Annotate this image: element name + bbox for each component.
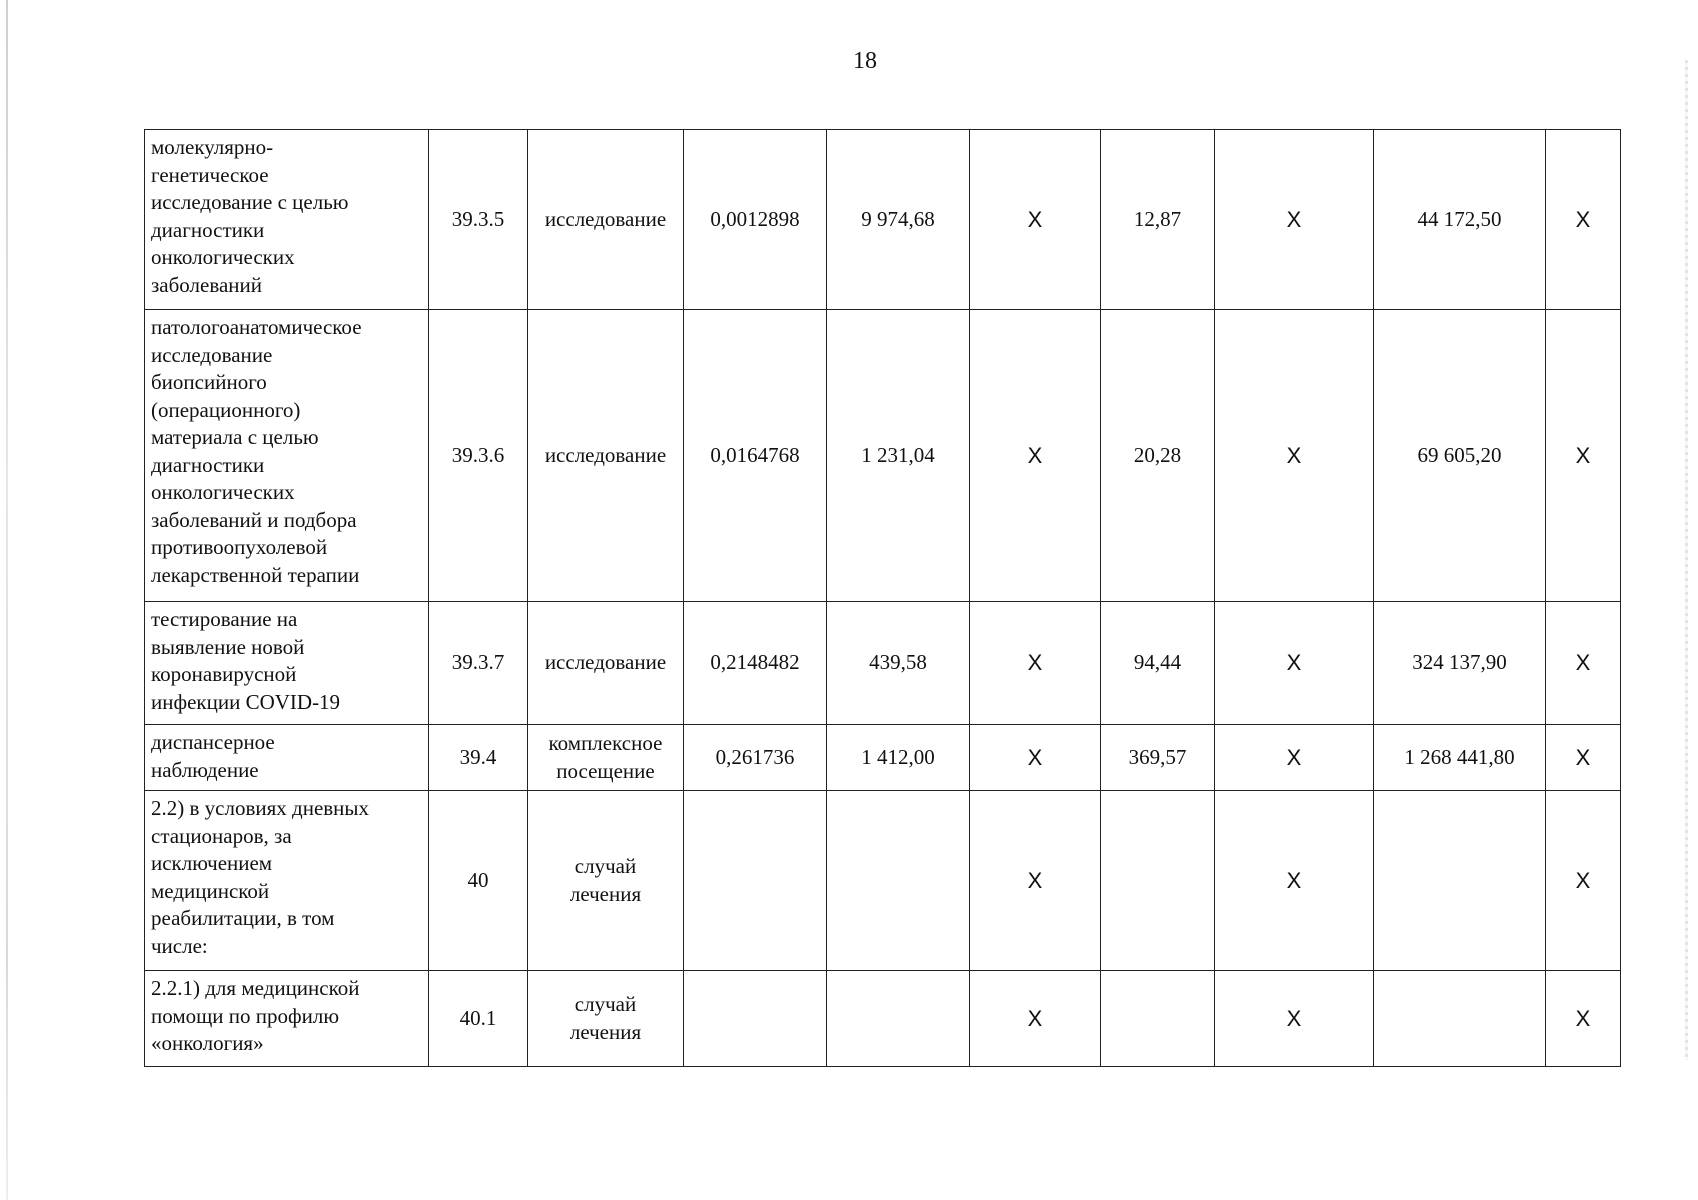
row-value-cell <box>1101 971 1215 1067</box>
row-code-cell: 39.3.7 <box>429 602 528 725</box>
row-x-mark-cell: Х <box>970 310 1101 602</box>
row-name-cell: патологоанатомическое исследование биопсийного (операционного) материала с целью диагностики онкологических заболеваний и подбора противоопухолевой лекарственной терапии <box>145 310 429 602</box>
table-row <box>145 602 1621 725</box>
row-value-cell <box>1101 791 1215 971</box>
row-x-mark-cell: Х <box>1546 602 1621 725</box>
row-unit-cell: комплексное посещение <box>528 725 684 791</box>
row-norm-cell <box>684 971 827 1067</box>
row-amount-cell: 324 137,90 <box>1374 602 1546 725</box>
row-unit-cell: исследование <box>528 130 684 310</box>
row-x-mark-cell: Х <box>970 602 1101 725</box>
row-amount-cell: 1 268 441,80 <box>1374 725 1546 791</box>
row-unit-cell: исследование <box>528 310 684 602</box>
row-x-mark-cell: Х <box>1215 130 1374 310</box>
table-row <box>145 725 1621 791</box>
row-x-mark-cell: Х <box>970 971 1101 1067</box>
row-x-mark-cell: Х <box>970 725 1101 791</box>
table-row <box>145 791 1621 971</box>
row-code-cell: 40.1 <box>429 971 528 1067</box>
row-code-cell: 39.3.6 <box>429 310 528 602</box>
row-code-cell: 39.3.5 <box>429 130 528 310</box>
row-name-cell: 2.2.1) для медицинской помощи по профилю «онкология» <box>145 971 429 1067</box>
table-row <box>145 310 1621 602</box>
row-norm-cell: 0,0012898 <box>684 130 827 310</box>
row-amount-cell: 44 172,50 <box>1374 130 1546 310</box>
row-norm-cell: 0,261736 <box>684 725 827 791</box>
row-x-mark-cell: Х <box>1546 725 1621 791</box>
norms-table <box>144 129 1621 1067</box>
row-code-cell: 39.4 <box>429 725 528 791</box>
row-value-cell: 12,87 <box>1101 130 1215 310</box>
scan-edge-left <box>6 0 8 1200</box>
row-x-mark-cell: Х <box>1546 791 1621 971</box>
row-name-cell: молекулярно- генетическое исследование с целью диагностики онкологических заболеваний <box>145 130 429 310</box>
row-unit-cell: случай лечения <box>528 791 684 971</box>
row-x-mark-cell: Х <box>1546 971 1621 1067</box>
row-x-mark-cell: Х <box>1546 130 1621 310</box>
row-x-mark-cell: Х <box>1215 971 1374 1067</box>
row-value-cell: 94,44 <box>1101 602 1215 725</box>
page-number: 18 <box>853 48 877 74</box>
row-x-mark-cell: Х <box>1215 310 1374 602</box>
table-body <box>145 130 1621 1067</box>
row-x-mark-cell: Х <box>970 130 1101 310</box>
row-name-cell: тестирование на выявление новой коронавирусной инфекции COVID-19 <box>145 602 429 725</box>
row-cost-cell: 9 974,68 <box>827 130 970 310</box>
row-unit-cell: случай лечения <box>528 971 684 1067</box>
row-name-cell: диспансерное наблюдение <box>145 725 429 791</box>
row-x-mark-cell: Х <box>1215 602 1374 725</box>
row-value-cell: 20,28 <box>1101 310 1215 602</box>
row-cost-cell: 1 231,04 <box>827 310 970 602</box>
row-amount-cell <box>1374 971 1546 1067</box>
row-x-mark-cell: Х <box>1546 310 1621 602</box>
row-value-cell: 369,57 <box>1101 725 1215 791</box>
row-name-cell: 2.2) в условиях дневных стационаров, за исключением медицинской реабилитации, в том числе: <box>145 791 429 971</box>
row-amount-cell: 69 605,20 <box>1374 310 1546 602</box>
row-norm-cell <box>684 791 827 971</box>
row-x-mark-cell: Х <box>970 791 1101 971</box>
row-cost-cell: 439,58 <box>827 602 970 725</box>
scan-edge-right <box>1685 60 1688 1060</box>
row-cost-cell <box>827 791 970 971</box>
row-amount-cell <box>1374 791 1546 971</box>
row-cost-cell <box>827 971 970 1067</box>
table-row <box>145 130 1621 310</box>
row-x-mark-cell: Х <box>1215 791 1374 971</box>
row-unit-cell: исследование <box>528 602 684 725</box>
row-code-cell: 40 <box>429 791 528 971</box>
row-x-mark-cell: Х <box>1215 725 1374 791</box>
table-row <box>145 971 1621 1067</box>
row-norm-cell: 0,0164768 <box>684 310 827 602</box>
row-norm-cell: 0,2148482 <box>684 602 827 725</box>
row-cost-cell: 1 412,00 <box>827 725 970 791</box>
